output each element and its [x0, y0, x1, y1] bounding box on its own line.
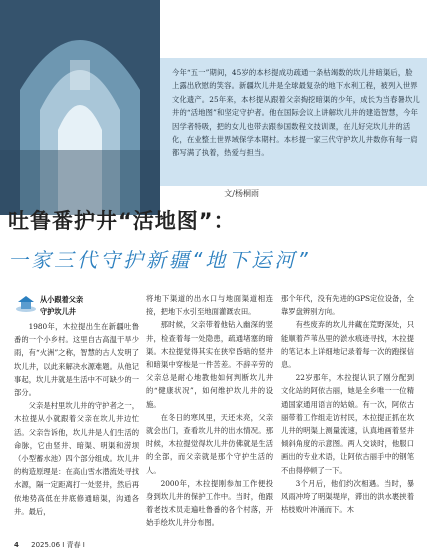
- paragraph: 在冬日的寒风里，天还未亮，父亲就会出门，查看坎儿井的出水情况。那时候，木拉提觉得坎儿井仿佛就是生活的全部，而父亲就是那个守护生活的人。: [146, 412, 273, 475]
- paragraph: 1980年，木拉提出生在新疆吐鲁番的一个小乡村。这里自古高温干旱少雨，有“火洲”之称，智慧的古人发明了坎儿井，以此来解决水源难题。从他记事起，坎儿井就是生活中不可缺少的一部分。: [14, 322, 139, 398]
- section-heading: [40, 294, 83, 318]
- tunnel-illustration: [0, 0, 160, 215]
- cave-photo: [0, 0, 160, 215]
- article-title: 吐鲁番护井“活地图”：: [8, 209, 236, 233]
- page-number: 4: [14, 541, 19, 549]
- paragraph: 那时候，父亲带着他钻入幽深的竖井，检查着每一处隐患，疏通堵塞的暗渠。木拉提觉得其实在狭窄昏暗的竖井和暗渠中穿梭是一件苦差。不辞辛劳的父亲总是耐心地教他如何判断坎儿井的“健康状况”，如何维护坎儿井的设施。: [146, 320, 273, 409]
- issue-label: 2025.06 I 青春 I: [31, 541, 85, 549]
- page-footer: [14, 540, 85, 550]
- byline: 文/杨桐雨: [224, 189, 259, 198]
- paragraph: 有些废弃的坎儿井藏在荒野深处，只能顺着芦苇丛里的淤水痕迹寻找，木拉提的笔记本上详细地记录着每一次的跑探信息。: [281, 320, 414, 370]
- article-subtitle: 一家三代守护新疆“地下运河”: [8, 248, 311, 272]
- section-heading-line2: 守护坎儿井: [40, 307, 76, 316]
- text-column-3: [281, 292, 414, 516]
- paragraph: 22岁那年，木拉提认识了刚分配到文化站的阿依古丽，她是全乡唯一一位精通国家通用语言的姑娘。有一次，阿依古丽带着工作组走访村民，木拉提正抓在坎儿井的明渠上测量流速，认真地画着竖井倾斜角度的示意图。两人交谈时，他服口画出的专业术语，让阿依古丽手中的钢笔不由得停顿了一下。: [281, 373, 414, 475]
- section-heading-line1: 从小跟着父亲: [40, 295, 84, 304]
- paragraph: 那个年代，没有先进的GPS定位设备，全靠罗盘辨别方向。: [281, 294, 414, 317]
- paragraph: 将地下渠道的出水口与地面渠道相连接，把地下水引至地面灌溉农田。: [146, 294, 273, 317]
- paragraph: 3个月后，他们约次相遇。当时，暴风雨冲垮了明渠堤岸，滞出的洪水裹挟着枯枝败叶冲涌而下。木: [281, 478, 414, 515]
- intro-text: 今年“五一”期间，45岁的本杉提成功疏通一条枯竭数的坎儿井暗渠后，脸上露出欣慰的笑容。新疆坎儿井是全球最复杂的地下水利工程，被列入世界文化遗产。25年来，本杉提从跟着父亲掏挖暗渠的少年，成长为当春暑坎儿井的“活地图”和坚定守护者。他在国际会议上讲解坎儿井的建造智慧，今年因学者特吸，把的女儿也带去跟参国数程文技训课，在儿好完坎儿井的活化，在业整土世界域保学本期村。本杉提一家三代守护坎儿井数你有每一肩都写满了执着，热爱与担当。: [172, 68, 420, 158]
- well-icon: [14, 292, 38, 314]
- text-column-1: [14, 320, 139, 518]
- paragraph: 父亲是村里坎儿井的守护者之一，木拉提从小就跟着父亲在坎儿井边忙活。父亲告诉他，坎儿井是人们生活的命脉，它由竖井、暗渠、明渠和涝坝（小型蓄水池）四个部分组成。坎儿井的构造原理是：在高山雪水潜流处寻找水源，隔一定距离打一处竖井，然后再依地势高低在井底修通暗渠，沟通各井。最后，: [14, 401, 139, 516]
- paragraph: 2000年，木拉提刚参加工作便投身到坎儿井的保护工作中。当时，他跟着老技术员走遍吐鲁番的各个村落，开始手绘坎儿井分布图。: [146, 478, 273, 528]
- text-column-2: [146, 292, 273, 530]
